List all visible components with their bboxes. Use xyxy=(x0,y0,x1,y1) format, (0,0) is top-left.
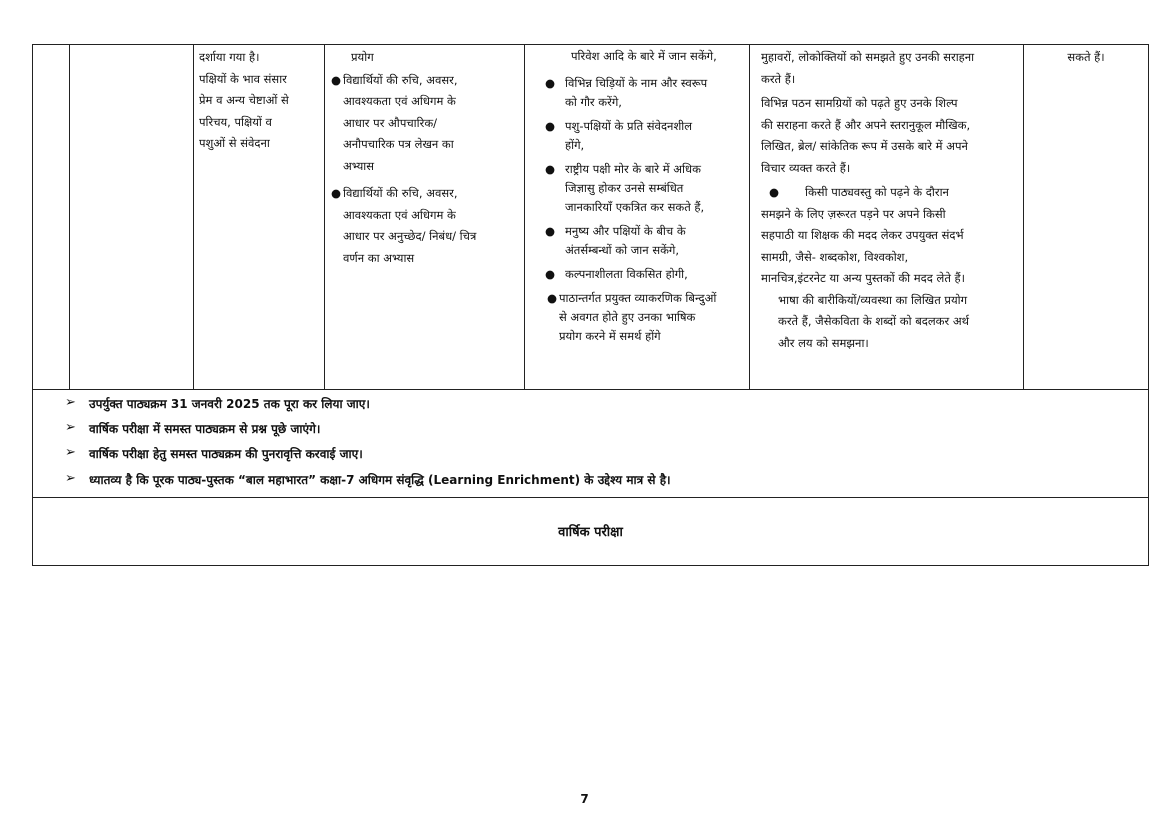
cell-line: किसी पाठ्यवस्तु को पढ़ने के दौरान xyxy=(805,185,949,199)
bullet-icon: ● xyxy=(331,72,342,87)
cell-line: अंतर्सम्बन्धों को जान सकेंगे, xyxy=(565,243,680,257)
list-item xyxy=(535,289,750,346)
cell-line: जिज्ञासु होकर उनसे सम्बंधित xyxy=(565,181,684,195)
list-item xyxy=(535,222,750,260)
list-item xyxy=(535,265,750,284)
bullet-icon: ● xyxy=(545,267,556,281)
cell-line: परिवेश आदि के बारे में जान सकेंगे, xyxy=(571,49,717,63)
cell-line: पशुओं से संवेदना xyxy=(199,136,270,150)
cell-line: अनौपचारिक पत्र लेखन का xyxy=(343,137,454,151)
list-item xyxy=(535,74,750,112)
paragraph xyxy=(761,290,1021,355)
activities-cell xyxy=(331,47,521,269)
note-item xyxy=(65,420,321,437)
arrow-bullet-icon: ➢ xyxy=(65,420,76,435)
cell-line: आधार पर औपचारिक/ xyxy=(343,115,438,130)
arrow-bullet-icon: ➢ xyxy=(65,445,76,460)
section-title: वार्षिक परीक्षा xyxy=(558,525,623,540)
syllabus-table xyxy=(32,44,1149,390)
list-item xyxy=(535,160,750,217)
pedagogy-cell xyxy=(761,47,1021,354)
note-item xyxy=(65,445,363,462)
cell-line: राष्ट्रीय पक्षी मोर के बारे में अधिक xyxy=(565,162,701,176)
cell-line: पशु-पक्षियों के प्रति संवेदनशील xyxy=(565,119,693,133)
cell-line: विभिन्न पठन सामग्रियों को पढ़ते हुए उनके शिल्प xyxy=(761,96,958,110)
cell-line: परिचय, पक्षियों व xyxy=(199,114,272,129)
paragraph xyxy=(761,93,1021,179)
cell-line: विभिन्न चिड़ियों के नाम और स्वरूप xyxy=(565,76,708,90)
bullet-icon: ● xyxy=(331,186,342,200)
cell-line: प्रयोग करने में समर्थ होंगे xyxy=(559,329,661,343)
cell-line: सहपाठी या शिक्षक की मदद लेकर उपयुक्त संदर्भ xyxy=(761,228,964,242)
note-item xyxy=(65,471,671,488)
cell-line: पक्षियों के भाव संसार xyxy=(199,71,287,86)
learning-content-cell xyxy=(199,47,317,155)
cell-line: को गौर करेंगे, xyxy=(565,95,622,109)
note-item xyxy=(65,395,370,412)
learning-outcomes-cell xyxy=(535,47,750,351)
column-divider xyxy=(1023,45,1024,389)
notes-box xyxy=(32,390,1149,498)
list-item xyxy=(331,70,521,178)
cell-line: विद्यार्थियों की रुचि, अवसर, xyxy=(343,186,458,200)
cell-line: समझने के लिए ज़रूरत पड़ने पर अपने किसी xyxy=(761,206,946,221)
cell-line: और लय को समझना। xyxy=(778,335,869,350)
note-text: ध्यातव्य है कि पूरक पाठ्य-पुस्तक “बाल महाभारत” कक्षा-7 अधिगम संवृद्धि (Learning Enrichment) के उद्देश्य मात्र से है। xyxy=(89,473,671,487)
annual-exam-box xyxy=(32,497,1149,566)
bullet-icon: ● xyxy=(769,185,780,199)
cell-line: की सराहना करते हैं और अपने स्तरानुकूल मौखिक, xyxy=(761,117,971,132)
cell-line: लिखित, ब्रेल/ सांकेतिक रूप में उसके बारे में अपने xyxy=(761,139,968,153)
list-item xyxy=(761,182,1021,290)
column-divider xyxy=(324,45,325,389)
note-text: उपर्युक्त पाठ्यक्रम 31 जनवरी 2025 तक पूरा कर लिया जाए। xyxy=(89,397,370,411)
cell-line: होंगे, xyxy=(565,138,585,152)
bullet-icon: ● xyxy=(545,162,556,176)
cell-line: दर्शाया गया है। xyxy=(199,50,260,64)
cell-line: विद्यार्थियों की रुचि, अवसर, xyxy=(343,72,458,87)
bullet-icon: ● xyxy=(545,119,556,133)
cell-line: आवश्यकता एवं अधिगम के xyxy=(343,207,456,222)
note-text: वार्षिक परीक्षा हेतु समस्त पाठ्यक्रम की पुनरावृत्ति करवाई जाए। xyxy=(89,447,363,461)
cell-line: करते हैं, जैसेकविता के शब्दों को बदलकर अर्थ xyxy=(778,314,970,328)
bullet-icon: ● xyxy=(545,224,556,238)
cell-line: मुहावरों, लोकोक्तियों को समझते हुए उनकी सराहना xyxy=(761,50,975,64)
cell-line: आवश्यकता एवं अधिगम के xyxy=(343,94,456,108)
cell-line: सामग्री, जैसे- शब्दकोश, विश्वकोश, xyxy=(761,249,909,264)
cell-line: वर्णन का अभ्यास xyxy=(343,250,415,265)
note-text: वार्षिक परीक्षा में समस्त पाठ्यक्रम से प्रश्न पूछे जाएंगे। xyxy=(89,422,321,436)
assessment-cell xyxy=(1025,47,1147,69)
page-number: 7 xyxy=(580,792,589,806)
cell-line: आधार पर अनुच्छेद/ निबंध/ चित्र xyxy=(343,229,477,243)
column-divider xyxy=(69,45,70,389)
cell-line: मानचित्र,इंटरनेट या अन्य पुस्तकों की मदद लेते हैं। xyxy=(761,271,966,285)
arrow-bullet-icon: ➢ xyxy=(65,471,76,486)
cell-line: करते हैं। xyxy=(761,71,796,86)
cell-line: पाठान्तर्गत प्रयुक्त व्याकरणिक बिन्दुओं xyxy=(559,291,717,305)
list-item xyxy=(331,183,521,269)
bullet-icon: ● xyxy=(545,76,556,90)
cell-line: प्रेम व अन्य चेष्टाओं से xyxy=(199,93,289,107)
cell-line: सकते हैं। xyxy=(1067,50,1105,64)
column-divider xyxy=(524,45,525,389)
arrow-bullet-icon: ➢ xyxy=(65,395,76,410)
bullet-icon: ● xyxy=(547,291,558,305)
cell-line: अभ्यास xyxy=(343,158,374,173)
column-divider xyxy=(193,45,194,389)
cell-line: से अवगत होते हुए उनका भाषिक xyxy=(559,310,696,324)
list-item xyxy=(535,117,750,155)
cell-line: मनुष्य और पक्षियों के बीच के xyxy=(565,224,686,238)
cell-line: जानकारियाँ एकत्रित कर सकते हैं, xyxy=(565,200,705,214)
cell-line: विचार व्यक्त करते हैं। xyxy=(761,160,851,175)
cell-line: कल्पनाशीलता विकसित होगी, xyxy=(565,267,688,281)
cell-line: प्रयोग xyxy=(351,50,374,64)
cell-line: भाषा की बारीकियों/व्यवस्था का लिखित प्रयोग xyxy=(778,292,968,307)
